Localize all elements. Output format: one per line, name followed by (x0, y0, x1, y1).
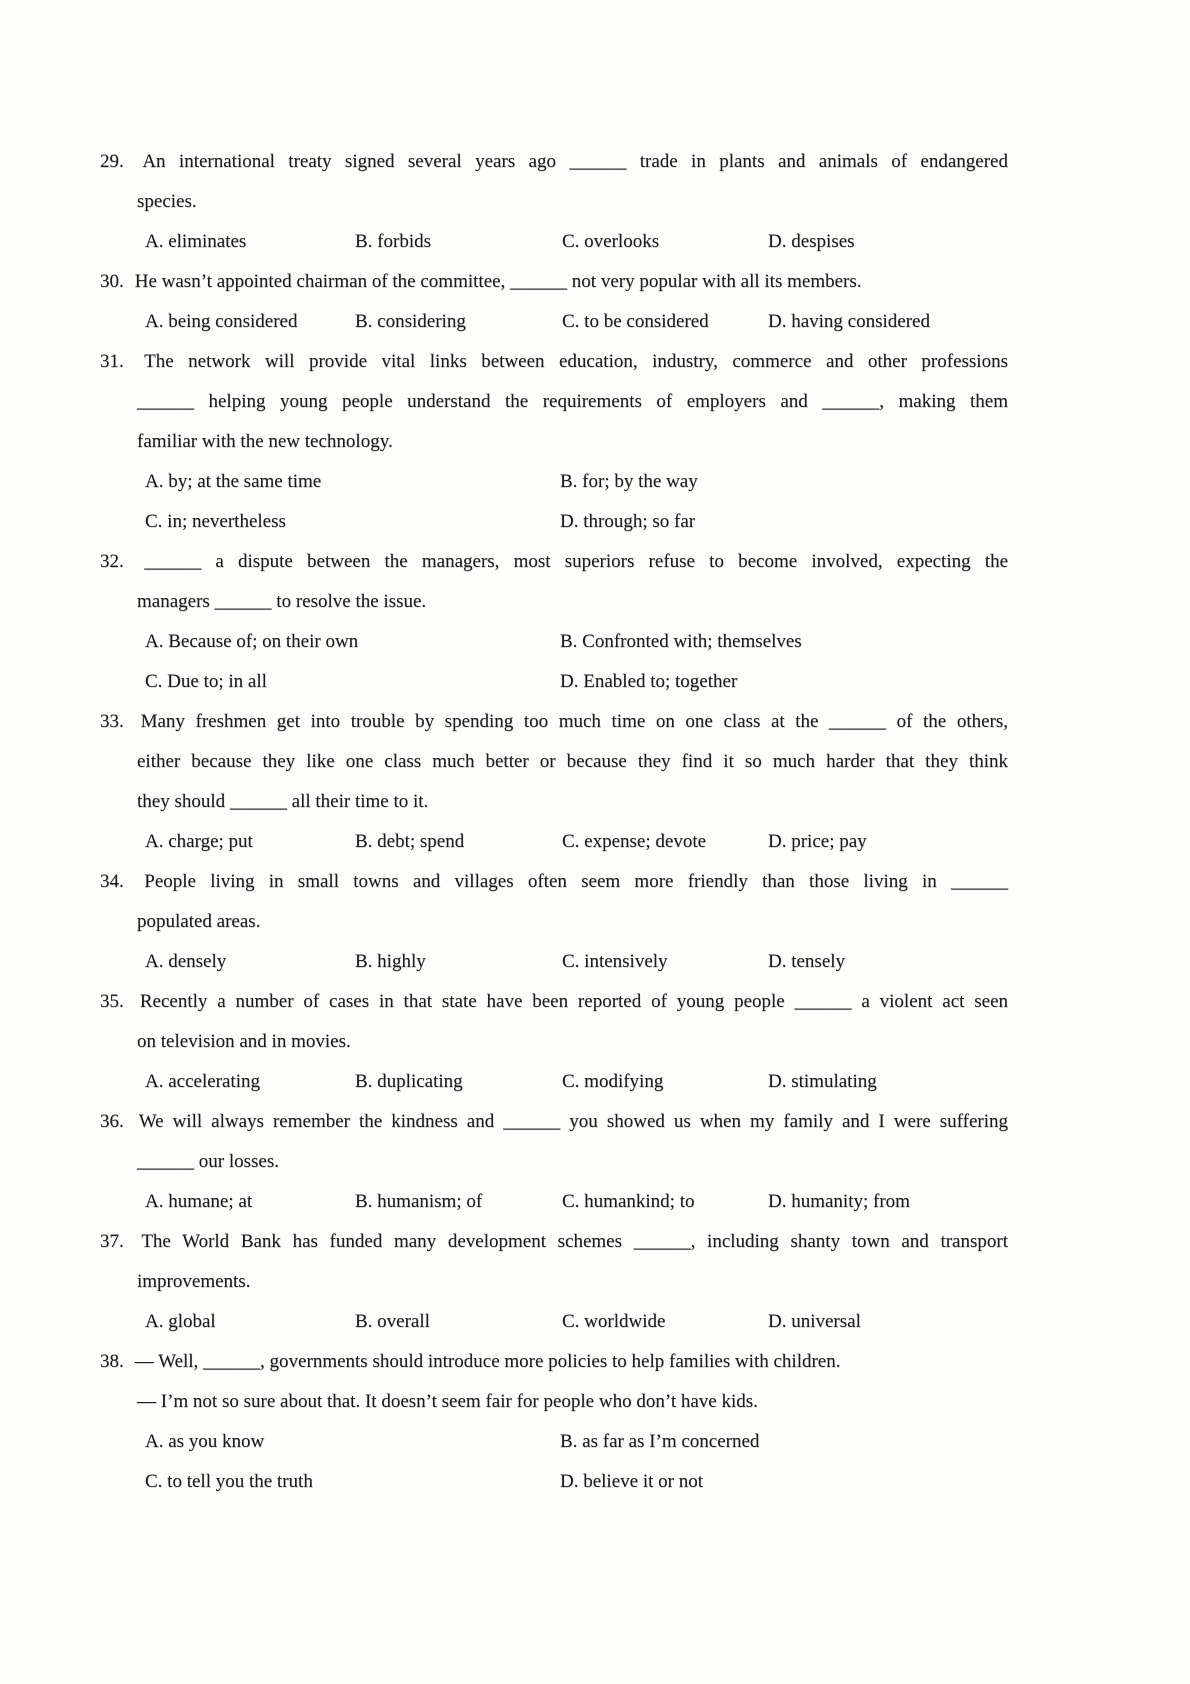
option-item: A. being considered (145, 311, 298, 332)
question-line (100, 782, 1008, 822)
question-number: 29. (100, 151, 124, 172)
question-35 (100, 982, 1008, 1102)
question-line (100, 542, 1008, 582)
option-item: B. overall (355, 1311, 430, 1332)
option-item: A. humane; at (145, 1191, 253, 1212)
question-29 (100, 142, 1008, 262)
question-line (100, 182, 1008, 222)
option-item: A. eliminates (145, 231, 247, 252)
question-text: People living in small towns and villages often seem more friendly than those living in ______ (144, 871, 1008, 892)
options-grid (100, 1302, 1008, 1342)
option-item: C. humankind; to (562, 1191, 695, 1212)
option-item: A. densely (145, 951, 227, 972)
question-text: populated areas. (137, 911, 261, 932)
question-line (100, 1262, 1008, 1302)
question-line (100, 902, 1008, 942)
option-item: C. to tell you the truth (145, 1471, 313, 1492)
option-item: D. humanity; from (768, 1191, 910, 1212)
option-item: D. despises (768, 231, 855, 252)
question-32 (100, 542, 1008, 702)
option-item: D. having considered (768, 311, 930, 332)
question-text: The network will provide vital links between education, industry, commerce and other professions (144, 351, 1008, 372)
option-item: D. believe it or not (560, 1471, 703, 1492)
option-item: C. Due to; in all (145, 671, 267, 692)
question-number: 31. (100, 351, 124, 372)
question-text: We will always remember the kindness and ______ you showed us when my family and I were suffering (138, 1111, 1008, 1132)
options-grid (100, 1062, 1008, 1102)
question-text: An international treaty signed several years ago ______ trade in plants and animals of endangered (142, 151, 1008, 172)
question-number: 37. (100, 1231, 124, 1252)
option-item: B. considering (355, 311, 466, 332)
question-line (100, 1142, 1008, 1182)
options-grid (100, 1422, 1008, 1502)
option-item: B. humanism; of (355, 1191, 483, 1212)
options-grid (100, 822, 1008, 862)
question-line (100, 142, 1008, 182)
option-item: C. intensively (562, 951, 668, 972)
option-item: C. to be considered (562, 311, 709, 332)
question-text: familiar with the new technology. (137, 431, 393, 452)
option-item: C. expense; devote (562, 831, 707, 852)
question-line (100, 702, 1008, 742)
option-item: A. accelerating (145, 1071, 260, 1092)
option-item: B. for; by the way (560, 471, 698, 492)
question-31 (100, 342, 1008, 542)
question-text: The World Bank has funded many development schemes ______, including shanty town and transport (141, 1231, 1008, 1252)
question-text: ______ our losses. (137, 1151, 279, 1172)
option-item: C. in; nevertheless (145, 511, 286, 532)
question-number: 33. (100, 711, 124, 732)
options-grid (100, 462, 1008, 542)
questions-list (100, 142, 1008, 1502)
question-line (100, 582, 1008, 622)
question-38 (100, 1342, 1008, 1502)
question-text: Many freshmen get into trouble by spending too much time on one class at the ______ of the others, (140, 711, 1009, 732)
question-36 (100, 1102, 1008, 1222)
question-text: — I’m not so sure about that. It doesn’t seem fair for people who don’t have kids. (137, 1391, 758, 1412)
option-item: D. stimulating (768, 1071, 877, 1092)
question-line (100, 742, 1008, 782)
option-item: B. debt; spend (355, 831, 465, 852)
options-grid (100, 622, 1008, 702)
option-item: D. through; so far (560, 511, 696, 532)
question-number: 32. (100, 551, 124, 572)
question-number: 30. (100, 271, 124, 292)
option-item: D. Enabled to; together (560, 671, 738, 692)
question-text: ______ helping young people understand the requirements of employers and ______, making them (137, 391, 1008, 412)
question-text: managers ______ to resolve the issue. (137, 591, 427, 612)
question-text: species. (137, 191, 197, 212)
option-item: A. global (145, 1311, 216, 1332)
question-text: either because they like one class much better or because they find it so much harder that they think (137, 751, 1008, 772)
question-number: 38. (100, 1351, 124, 1372)
option-item: C. worldwide (562, 1311, 666, 1332)
question-line (100, 1102, 1008, 1142)
options-grid (100, 1182, 1008, 1222)
question-text: — Well, ______, governments should introduce more policies to help families with children. (134, 1351, 841, 1372)
question-34 (100, 862, 1008, 982)
option-item: B. duplicating (355, 1071, 463, 1092)
options-grid (100, 302, 1008, 342)
option-item: A. as you know (145, 1431, 265, 1452)
options-grid (100, 942, 1008, 982)
option-item: A. Because of; on their own (145, 631, 359, 652)
question-37 (100, 1222, 1008, 1342)
question-text: on television and in movies. (137, 1031, 351, 1052)
options-grid (100, 222, 1008, 262)
question-line (100, 382, 1008, 422)
question-line (100, 1022, 1008, 1062)
option-item: B. Confronted with; themselves (560, 631, 802, 652)
option-item: A. charge; put (145, 831, 253, 852)
question-text: they should ______ all their time to it. (137, 791, 429, 812)
question-line (100, 862, 1008, 902)
question-text: improvements. (137, 1271, 251, 1292)
option-item: D. price; pay (768, 831, 867, 852)
question-text: ______ a dispute between the managers, most superiors refuse to become involved, expecting the (144, 551, 1009, 572)
question-line (100, 342, 1008, 382)
option-item: A. by; at the same time (145, 471, 322, 492)
option-item: D. universal (768, 1311, 861, 1332)
question-line (100, 1342, 1008, 1382)
question-text: Recently a number of cases in that state have been reported of young people ______ a violent act seen (139, 991, 1008, 1012)
question-line (100, 982, 1008, 1022)
question-line (100, 1222, 1008, 1262)
question-33 (100, 702, 1008, 862)
option-item: C. modifying (562, 1071, 664, 1092)
question-text: He wasn’t appointed chairman of the committee, ______ not very popular with all its members. (134, 271, 862, 292)
option-item: C. overlooks (562, 231, 660, 252)
question-line (100, 262, 1008, 302)
question-line (100, 1382, 1008, 1422)
question-number: 36. (100, 1111, 124, 1132)
question-number: 35. (100, 991, 124, 1012)
question-30 (100, 262, 1008, 342)
question-number: 34. (100, 871, 124, 892)
option-item: D. tensely (768, 951, 846, 972)
option-item: B. forbids (355, 231, 431, 252)
question-line (100, 422, 1008, 462)
option-item: B. highly (355, 951, 426, 972)
option-item: B. as far as I’m concerned (560, 1431, 760, 1452)
